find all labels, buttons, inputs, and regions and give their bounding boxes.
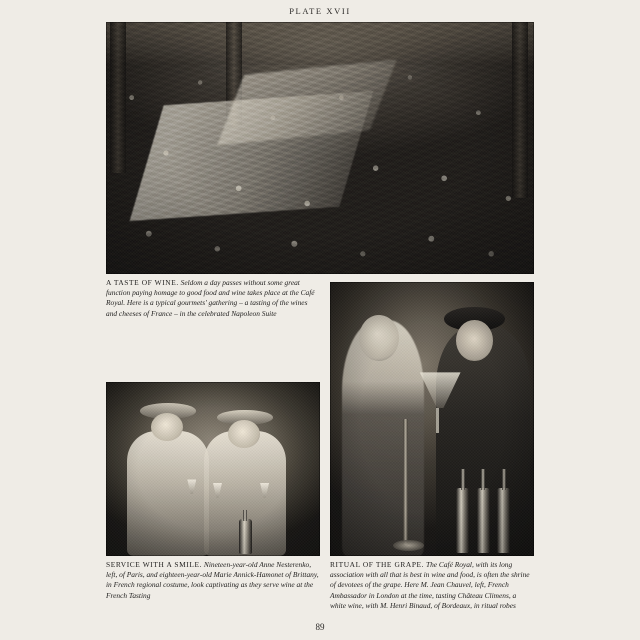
candlestick [403, 419, 408, 545]
two-men-photograph [330, 282, 534, 556]
plate-label: PLATE XVII [289, 6, 351, 16]
wine-glass-stem [436, 408, 439, 433]
woman-right-head [228, 420, 260, 448]
caption-bottom-right [330, 560, 534, 611]
two-women-photograph [106, 382, 320, 556]
caption-top-text: Seldom a day passes without some great function paying homage to good food and wine takes place at the Café Royal. Here is a typical gourmets' gathering – a tasting of the wines and cheeses of France – in the celebrated Napoleon Suite [106, 278, 315, 318]
caption-bottom-right-lead: RITUAL OF THE GRAPE. [330, 560, 425, 569]
wine-bottle-3 [497, 488, 510, 554]
banquet-hall-photograph [106, 22, 534, 274]
candlestick-base [393, 540, 424, 551]
wine-bottle-1 [456, 488, 469, 554]
caption-bottom-left [106, 560, 320, 601]
woman-left-body [127, 431, 208, 556]
caption-bottom-left-text: Nineteen-year-old Anne Nesterenko, left, of Paris, and eighteen-year-old Marie Annick-Hamonet of Brittany, in French regional costume, look captivating as they serve wine at the French Tasting [106, 560, 319, 600]
caption-bottom-right-text: The Café Royal, with its long association with all that is best in wine and food, is often the shrine of devotees of the grape. Here M. Jean Chauvel, left, French Ambassador in London at the time, tasting Château Climens, a white wine, with M. Henri Binaud, of Bordeaux, in ritual robes [330, 560, 530, 610]
wine-bottle [239, 519, 252, 554]
caption-top-lead: A TASTE OF WINE. [106, 278, 179, 287]
caption-top [106, 278, 320, 319]
crowd-texture [106, 22, 534, 274]
woman-left-head [151, 413, 183, 441]
page-number: 89 [315, 622, 325, 632]
wine-bottle-2 [477, 488, 490, 554]
caption-bottom-left-lead: SERVICE WITH A SMILE. [106, 560, 203, 569]
